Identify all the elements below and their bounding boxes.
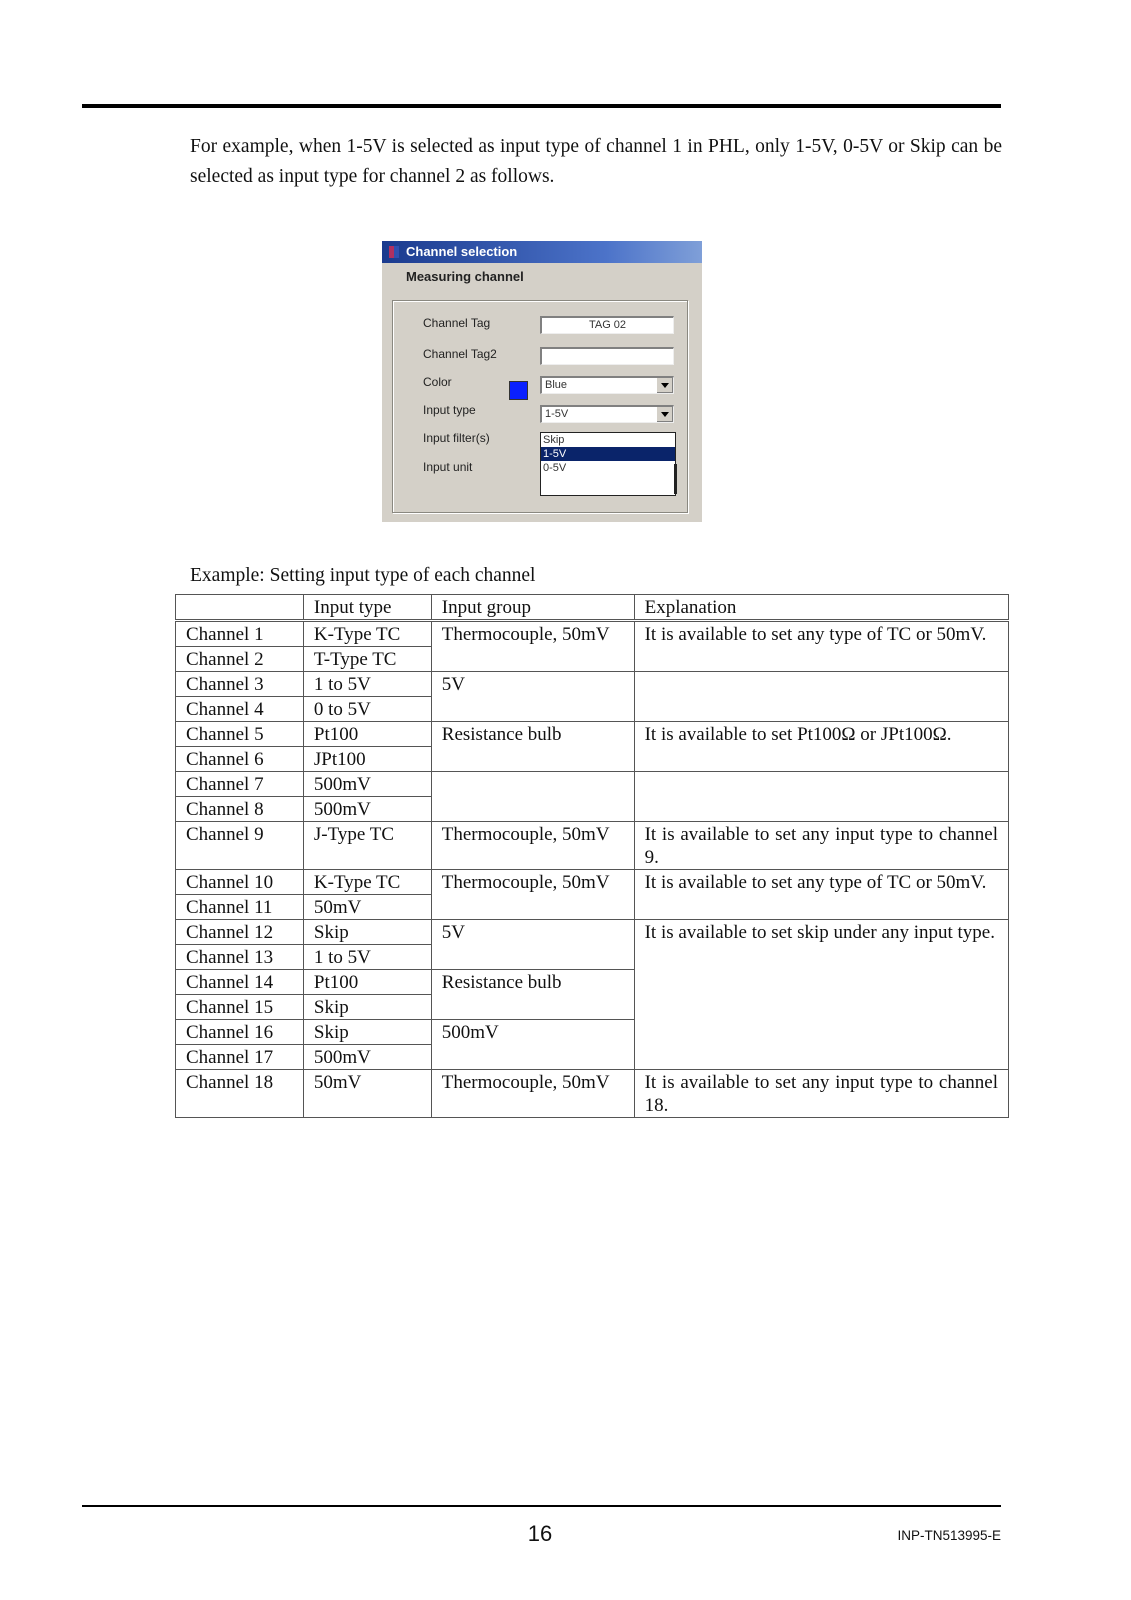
group-cell: Resistance bulb	[431, 970, 634, 1020]
group-cell: Thermocouple, 50mV	[431, 822, 634, 870]
header-cell: Input group	[431, 595, 634, 621]
table-row	[176, 1070, 1009, 1118]
explanation-cell: It is available to set any type of TC or 50mV.	[634, 621, 1008, 672]
group-cell: 5V	[431, 920, 634, 970]
color-swatch	[509, 381, 528, 400]
footer-rule	[82, 1505, 1001, 1507]
channel-cell: Channel 3	[176, 672, 304, 697]
type-cell: 500mV	[303, 1045, 431, 1070]
group-cell: Thermocouple, 50mV	[431, 1070, 634, 1118]
type-cell: K-Type TC	[303, 621, 431, 647]
group-cell: Thermocouple, 50mV	[431, 870, 634, 920]
explanation-cell	[634, 672, 1008, 722]
table-row	[176, 772, 1009, 797]
type-cell: 0 to 5V	[303, 697, 431, 722]
explanation-cell: It is available to set any input type to channel 18.	[634, 1070, 1008, 1118]
channel-cell: Channel 15	[176, 995, 304, 1020]
type-cell: Pt100	[303, 970, 431, 995]
input-type-table	[175, 594, 1009, 1118]
channel-tag2-label: Channel Tag2	[423, 347, 497, 361]
explanation-cell: It is available to set any type of TC or 50mV.	[634, 870, 1008, 920]
table-row	[176, 822, 1009, 870]
channel-cell: Channel 10	[176, 870, 304, 895]
table-row	[176, 870, 1009, 895]
explanation-cell: It is available to set any input type to channel 9.	[634, 822, 1008, 870]
table-header-row	[176, 595, 1009, 621]
group-cell: Resistance bulb	[431, 722, 634, 772]
channel-selection-dialog-screenshot	[382, 241, 702, 522]
color-label: Color	[423, 375, 452, 389]
header-cell: Input type	[303, 595, 431, 621]
channel-cell: Channel 11	[176, 895, 304, 920]
channel-cell: Channel 1	[176, 621, 304, 647]
channel-cell: Channel 9	[176, 822, 304, 870]
channel-cell: Channel 18	[176, 1070, 304, 1118]
chevron-down-icon[interactable]	[656, 407, 673, 422]
option-skip[interactable]: Skip	[543, 434, 565, 446]
type-cell: Skip	[303, 1020, 431, 1045]
header-cell	[176, 595, 304, 621]
scrollbar-edge	[674, 464, 677, 494]
group-cell: 500mV	[431, 1020, 634, 1070]
app-icon	[389, 246, 399, 258]
channel-tag-label: Channel Tag	[423, 316, 491, 330]
table-caption: Example: Setting input type of each channel	[190, 565, 536, 586]
explanation-cell: It is available to set skip under any input type.	[634, 920, 1008, 1070]
explanation-cell: It is available to set Pt100Ω or JPt100Ω.	[634, 722, 1008, 772]
intro-paragraph: For example, when 1-5V is selected as input type of channel 1 in PHL, only 1-5V, 0-5V or Skip can be selected as input type for channel 2 as follows.	[190, 136, 1002, 187]
type-cell: 500mV	[303, 797, 431, 822]
channel-cell: Channel 4	[176, 697, 304, 722]
input-filter-label: Input filter(s)	[423, 431, 490, 445]
input-unit-label: Input unit	[423, 460, 473, 474]
channel-cell: Channel 7	[176, 772, 304, 797]
table-row	[176, 621, 1009, 647]
header-rule	[82, 104, 1001, 108]
type-cell: JPt100	[303, 747, 431, 772]
channel-cell: Channel 17	[176, 1045, 304, 1070]
channel-cell: Channel 6	[176, 747, 304, 772]
type-cell: 50mV	[303, 1070, 431, 1118]
option-1-5v[interactable]: 1-5V	[541, 447, 675, 461]
channel-tag-field[interactable]: TAG 02	[540, 316, 674, 334]
channel-cell: Channel 13	[176, 945, 304, 970]
table-row	[176, 672, 1009, 697]
dialog-title-bar	[382, 241, 702, 263]
channel-cell: Channel 14	[176, 970, 304, 995]
type-cell: 50mV	[303, 895, 431, 920]
type-cell: Pt100	[303, 722, 431, 747]
type-cell: T-Type TC	[303, 647, 431, 672]
color-select[interactable]: Blue	[540, 376, 674, 394]
option-0-5v[interactable]: 0-5V	[543, 462, 567, 474]
page-number: 16	[527, 1521, 553, 1546]
channel-cell: Channel 16	[176, 1020, 304, 1045]
type-cell: 1 to 5V	[303, 672, 431, 697]
header-cell: Explanation	[634, 595, 1008, 621]
table-row	[176, 722, 1009, 747]
channel-cell: Channel 2	[176, 647, 304, 672]
group-cell	[431, 772, 634, 822]
channel-cell: Channel 8	[176, 797, 304, 822]
channel-cell: Channel 12	[176, 920, 304, 945]
type-cell: Skip	[303, 995, 431, 1020]
dialog-title: Channel selection	[406, 244, 518, 259]
type-cell: J-Type TC	[303, 822, 431, 870]
explanation-cell	[634, 772, 1008, 822]
type-cell: Skip	[303, 920, 431, 945]
type-cell: K-Type TC	[303, 870, 431, 895]
input-type-dropdown-list	[540, 432, 676, 496]
type-cell: 1 to 5V	[303, 945, 431, 970]
group-cell: 5V	[431, 672, 634, 722]
document-id: INP-TN513995-E	[897, 1528, 1001, 1543]
chevron-down-icon[interactable]	[656, 378, 673, 393]
input-type-select[interactable]: 1-5V	[540, 405, 674, 423]
channel-cell: Channel 5	[176, 722, 304, 747]
group-cell: Thermocouple, 50mV	[431, 621, 634, 672]
type-cell: 500mV	[303, 772, 431, 797]
group-title: Measuring channel	[406, 269, 524, 284]
table-row	[176, 920, 1009, 945]
channel-tag2-field[interactable]	[540, 347, 674, 365]
input-type-label: Input type	[423, 403, 476, 417]
